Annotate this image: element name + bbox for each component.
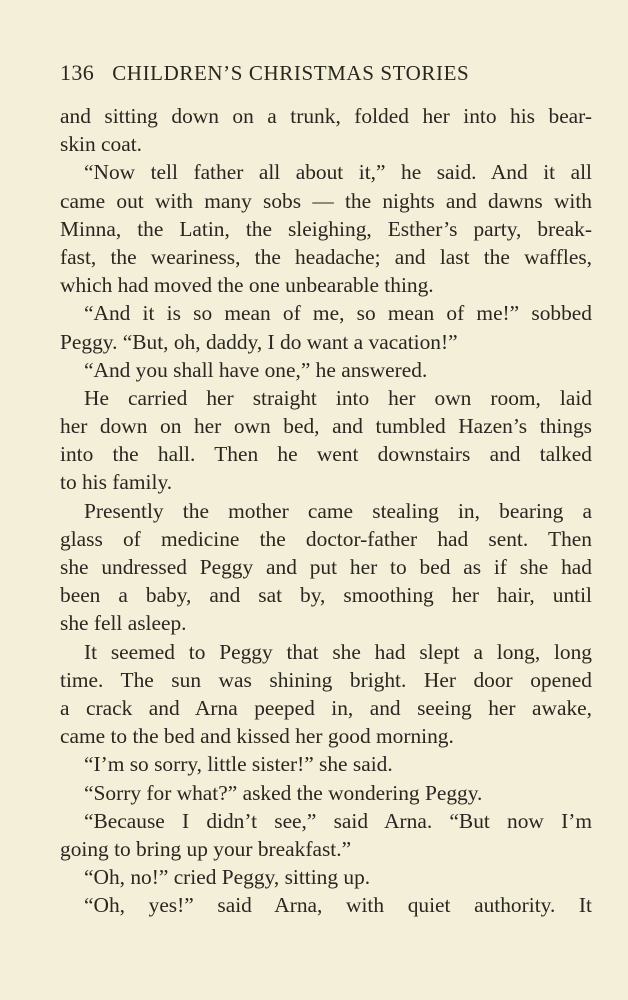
- text-line: been a baby, and sat by, smoothing her hair, until: [60, 583, 592, 608]
- text-line: fast, the weariness, the headache; and last the waffles,: [60, 244, 592, 269]
- text-line: came to the bed and kissed her good morning.: [60, 724, 454, 749]
- text-line: It seemed to Peggy that she had slept a long, long: [84, 639, 592, 664]
- text-line: a crack and Arna peeped in, and seeing her awake,: [60, 695, 592, 720]
- text-line: “And you shall have one,” he answered.: [84, 357, 428, 382]
- text-line: into the hall. Then he went downstairs and talked: [60, 442, 592, 467]
- text-line: to his family.: [60, 470, 173, 495]
- page-header: [60, 60, 592, 94]
- text-line: He carried her straight into her own room, laid: [84, 385, 592, 410]
- text-line: going to bring up your breakfast.”: [60, 836, 352, 861]
- running-head: CHILDREN’S CHRISTMAS STORIES: [112, 61, 470, 85]
- text-line: and sitting down on a trunk, folded her into his bear-: [60, 104, 592, 128]
- text-line: glass of medicine the doctor-father had sent. Then: [60, 526, 592, 551]
- text-line: “Oh, no!” cried Peggy, sitting up.: [84, 865, 371, 890]
- text-line: she fell asleep.: [60, 611, 187, 636]
- text-line: “Oh, yes!” said Arna, with quiet authority. It: [84, 893, 592, 918]
- page-number: 136: [60, 60, 95, 85]
- text-line: she undressed Peggy and put her to bed as if she had: [60, 555, 592, 579]
- text-line: time. The sun was shining bright. Her door opened: [60, 667, 592, 692]
- text-line: “Now tell father all about it,” he said. And it all: [84, 160, 592, 185]
- text-line: her down on her own bed, and tumbled Hazen’s things: [60, 414, 592, 439]
- text-line: Minna, the Latin, the sleighing, Esther’s party, break-: [60, 216, 592, 241]
- text-line: “Sorry for what?” asked the wondering Peggy.: [84, 780, 483, 805]
- text-line: Presently the mother came stealing in, bearing a: [84, 498, 592, 523]
- body-text: [60, 102, 592, 919]
- text-line: “Because I didn’t see,” said Arna. “But now I’m: [84, 808, 592, 833]
- text-line: Peggy. “But, oh, daddy, I do want a vacation!”: [60, 329, 458, 354]
- text-line: “And it is so mean of me, so mean of me!” sobbed: [84, 301, 592, 326]
- text-line: “I’m so sorry, little sister!” she said.: [84, 752, 393, 777]
- text-line: skin coat.: [60, 132, 142, 157]
- text-line: which had moved the one unbearable thing.: [60, 273, 434, 298]
- text-line: came out with many sobs — the nights and dawns with: [60, 188, 592, 213]
